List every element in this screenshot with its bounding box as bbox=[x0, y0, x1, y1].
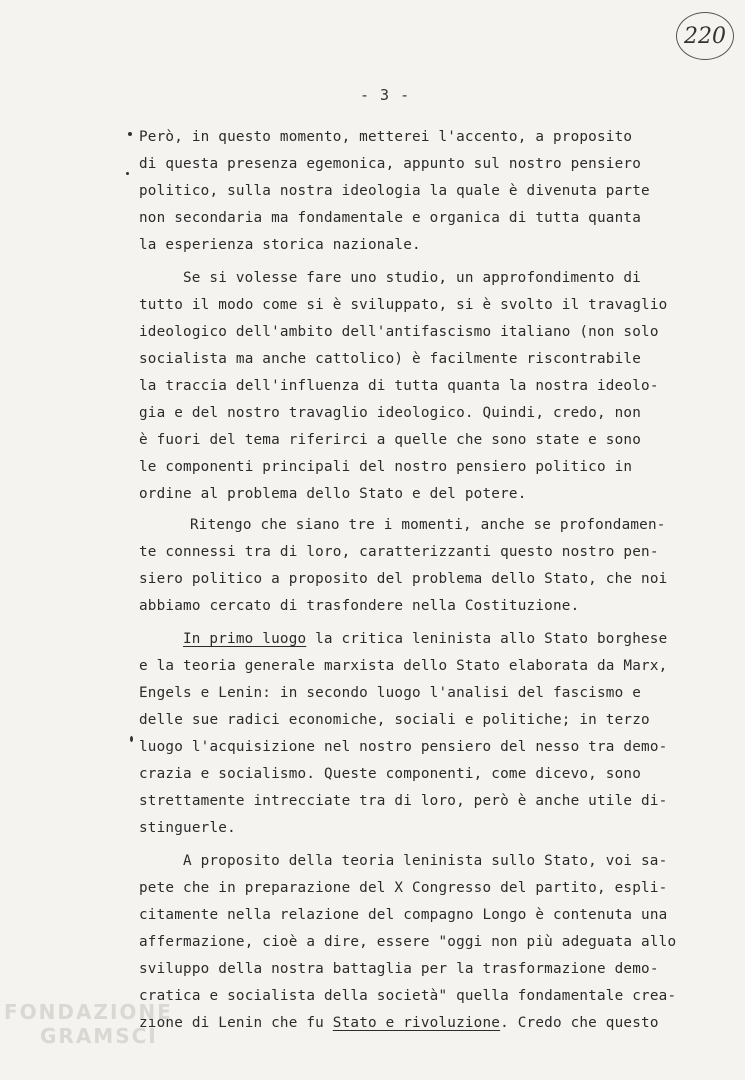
margin-mark bbox=[130, 736, 133, 742]
underlined-title: Stato e rivoluzione bbox=[332, 1015, 501, 1031]
text-line: delle sue radici economiche, sociali e politiche; in terzo bbox=[139, 712, 650, 728]
text-line: e la teoria generale marxista dello Stato elaborata da Marx, bbox=[139, 658, 668, 674]
text-line: pete che in preparazione del X Congresso del partito, espli- bbox=[139, 880, 668, 896]
text-line: Ritengo che siano tre i momenti, anche se profondamen- bbox=[190, 517, 666, 533]
text-line: politico, sulla nostra ideologia la quale è divenuta parte bbox=[139, 183, 650, 199]
text-line: Però, in questo momento, metterei l'accento, a proposito bbox=[139, 129, 633, 145]
underlined-phrase: In primo luogo bbox=[183, 631, 307, 647]
text-line: Se si volesse fare uno studio, un approfondimento di bbox=[183, 270, 641, 286]
watermark-line: GRAMSCI bbox=[40, 1024, 158, 1048]
text-span: . Credo che questo bbox=[500, 1015, 659, 1031]
text-line: non secondaria ma fondamentale e organica di tutta quanta bbox=[139, 210, 642, 226]
text-line: crazia e socialismo. Queste componenti, come dicevo, sono bbox=[139, 766, 642, 782]
text-line: sviluppo della nostra battaglia per la trasformazione demo- bbox=[139, 961, 659, 977]
archive-watermark bbox=[4, 1000, 173, 1048]
margin-mark bbox=[128, 132, 132, 136]
text-line: di questa presenza egemonica, appunto sul nostro pensiero bbox=[139, 156, 642, 172]
text-line: la esperienza storica nazionale. bbox=[139, 237, 421, 253]
text-line: stinguerle. bbox=[139, 820, 236, 836]
text-line bbox=[183, 630, 667, 648]
text-line: gia e del nostro travaglio ideologico. Quindi, credo, non bbox=[139, 405, 642, 421]
text-line: te connessi tra di loro, caratterizzanti questo nostro pen- bbox=[139, 544, 659, 560]
text-line: citamente nella relazione del compagno Longo è contenuta una bbox=[139, 907, 668, 923]
text-line: abbiamo cercato di trasfondere nella Costituzione. bbox=[139, 598, 580, 614]
text-line: è fuori del tema riferirci a quelle che sono state e sono bbox=[139, 432, 642, 448]
margin-mark bbox=[126, 172, 129, 175]
text-line: le componenti principali del nostro pensiero politico in bbox=[139, 459, 633, 475]
text-line: strettamente intrecciate tra di loro, però è anche utile di- bbox=[139, 793, 668, 809]
text-line: ideologico dell'ambito dell'antifascismo italiano (non solo bbox=[139, 324, 659, 340]
stamp-number: 220 bbox=[684, 23, 726, 49]
text-line: ordine al problema dello Stato e del potere. bbox=[139, 486, 527, 502]
text-line: siero politico a proposito del problema dello Stato, che noi bbox=[139, 571, 668, 587]
text-line: tutto il modo come si è sviluppato, si è svolto il travaglio bbox=[139, 297, 668, 313]
text-line: cratica e socialista della società" quella fondamentale crea- bbox=[139, 988, 677, 1004]
page-number: - 3 - bbox=[360, 86, 411, 104]
text-line: la traccia dell'influenza di tutta quanta la nostra ideolo- bbox=[139, 378, 659, 394]
text-line: Engels e Lenin: in secondo luogo l'analisi del fascismo e bbox=[139, 685, 642, 701]
archive-stamp bbox=[676, 12, 734, 60]
text-span: la critica leninista allo Stato borghese bbox=[306, 631, 668, 647]
text-line: affermazione, cioè a dire, essere "oggi non più adeguata allo bbox=[139, 934, 677, 950]
text-span: zione di Lenin che fu bbox=[139, 1015, 333, 1031]
text-line: A proposito della teoria leninista sullo Stato, voi sa- bbox=[183, 853, 668, 869]
text-line: socialista ma anche cattolico) è facilmente riscontrabile bbox=[139, 351, 642, 367]
text-line: luogo l'acquisizione nel nostro pensiero del nesso tra demo- bbox=[139, 739, 668, 755]
watermark-line: FONDAZIONE bbox=[4, 1000, 173, 1024]
text-line bbox=[139, 1014, 659, 1032]
